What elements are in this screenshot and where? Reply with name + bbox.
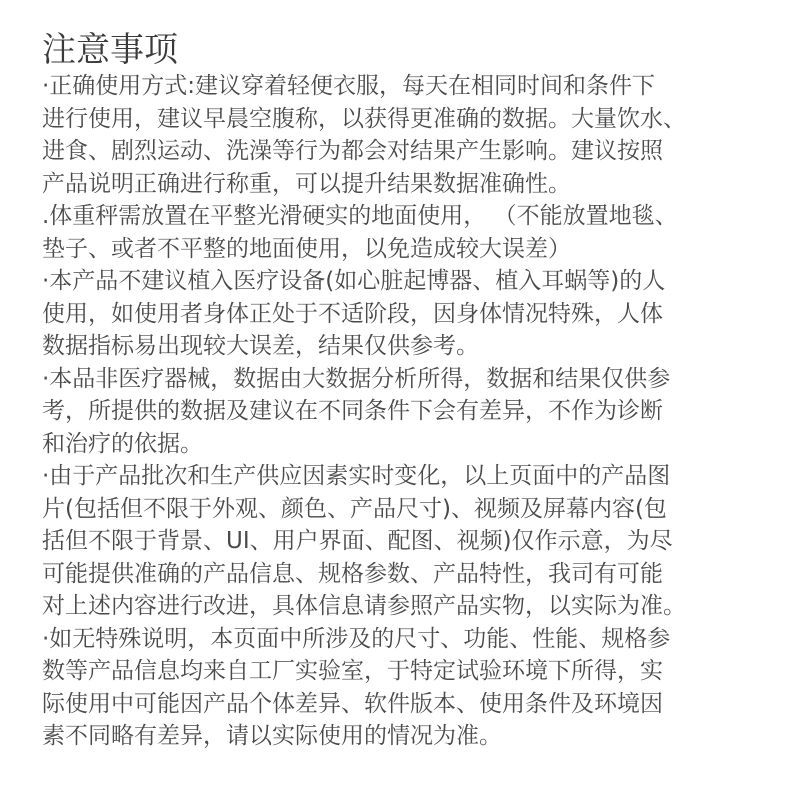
note-product-images	[42, 460, 760, 623]
page-title: 注意事项	[42, 30, 178, 70]
note-usage-method	[42, 70, 760, 200]
note-line: 可能提供准确的产品信息、规格参数、产品特性，我司有可能	[42, 560, 663, 587]
note-line: 数据指标易出现较大误差，结果仅供参考。	[42, 333, 479, 359]
note-line: .体重秤需放置在平整光滑硬实的地面使用， （不能放置地毯、	[42, 203, 678, 229]
note-medical-device-warning	[42, 265, 760, 363]
note-line: 括但不限于背景、UI、用户界面、配图、视频)仅作示意，为尽	[42, 528, 673, 554]
note-line: 进食、剧烈运动、洗澡等行为都会对结果产生影响。建议按照	[42, 138, 663, 164]
note-line: ·正确使用方式:建议穿着轻便衣服，每天在相同时间和条件下	[42, 73, 656, 99]
notes-list	[42, 70, 760, 753]
note-line: 产品说明正确进行称重，可以提升结果数据准确性。	[42, 170, 571, 197]
note-line: ·由于产品批次和生产供应因素实时变化，以上页面中的产品图	[42, 463, 671, 489]
note-line: 际使用中可能因产品个体差异、软件版本、使用条件及环境因	[42, 690, 663, 717]
note-line: 数等产品信息均来自工厂实验室，于特定试验环境下所得，实	[42, 658, 663, 684]
note-line: ·本产品不建议植入医疗设备(如心脏起博器、植入耳蜗等)的人	[42, 268, 666, 294]
note-line: 对上述内容进行改进，具体信息请参照产品实物，以实际为准。	[42, 593, 686, 619]
note-line: 片(包括但不限于外观、颜色、产品尺寸)、视频及屏幕内容(包	[42, 495, 667, 522]
note-line: 垫子、或者不平整的地面使用，以免造成较大误差）	[42, 235, 571, 262]
note-line: 和治疗的依据。	[42, 430, 203, 457]
note-specifications	[42, 623, 760, 753]
note-line: ·本品非医疗器械，数据由大数据分析所得，数据和结果仅供参	[42, 365, 671, 392]
note-line: 素不同略有差异，请以实际使用的情况为准。	[42, 723, 502, 749]
note-line: 进行使用，建议早晨空腹称，以获得更准确的数据。大量饮水、	[42, 105, 686, 132]
note-placement	[42, 200, 760, 265]
note-line: 考，所提供的数据及建议在不同条件下会有差异，不作为诊断	[42, 398, 663, 424]
note-not-medical	[42, 363, 760, 461]
note-line: 使用，如使用者身体正处于不适阶段，因身体情况特殊，人体	[42, 300, 663, 327]
note-line: ·如无特殊说明，本页面中所涉及的尺寸、功能、性能、规格参	[42, 625, 671, 652]
